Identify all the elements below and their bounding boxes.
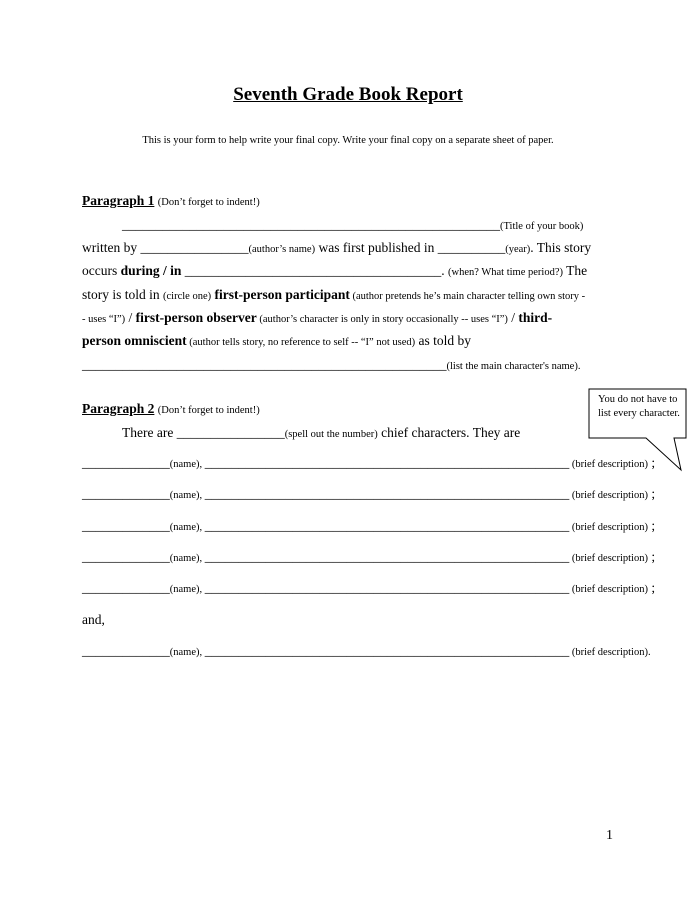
character-description-blank[interactable]: ______________________________________________________ xyxy=(204,518,570,533)
circle-one-hint: (circle one) xyxy=(163,291,212,302)
name-hint: (name), xyxy=(169,490,205,501)
paragraph-1-note: (Don’t forget to indent!) xyxy=(157,197,260,208)
row-end: ; xyxy=(647,455,656,470)
participant-hint: (author pretends he’s main character telling own story - xyxy=(349,291,586,302)
paragraph-2-note: (Don’t forget to indent!) xyxy=(157,405,260,416)
character-name-blank[interactable]: _____________ xyxy=(82,455,170,470)
character-row-last xyxy=(82,643,651,659)
name-hint: (name), xyxy=(169,553,205,564)
author-hint: (author’s name) xyxy=(248,244,316,255)
p1-text: was first published in xyxy=(315,240,438,255)
author-blank[interactable]: ________________ xyxy=(140,240,249,255)
character-row xyxy=(82,486,655,502)
time-hint: (when? What time period?) xyxy=(448,267,563,278)
paragraph-2-heading xyxy=(82,401,260,417)
character-row xyxy=(82,455,655,471)
description-hint: (brief description) xyxy=(569,553,648,564)
third-person-option[interactable]: third- xyxy=(518,310,553,325)
p2-text: There are xyxy=(122,425,177,440)
description-hint: (brief description) xyxy=(569,522,648,533)
character-description-blank[interactable]: ______________________________________________________ xyxy=(204,486,570,501)
year-blank[interactable]: __________ xyxy=(437,240,506,255)
p1-line-3 xyxy=(82,262,587,282)
character-name-blank[interactable]: _____________ xyxy=(82,549,170,564)
description-hint: (brief description) xyxy=(569,490,648,501)
name-hint: (name), xyxy=(169,647,205,658)
paragraph-2-title: Paragraph 2 xyxy=(82,401,155,416)
omniscient-hint: (author tells story, no reference to self -- “I” not used) xyxy=(186,337,416,348)
during-in-choice[interactable]: during / in xyxy=(120,263,182,278)
description-hint: (brief description). xyxy=(569,647,651,658)
p1-text: story is told in xyxy=(82,287,164,302)
p1-text: . xyxy=(577,361,581,372)
participant-hint-end: - uses “I”) xyxy=(82,314,126,325)
character-description-blank[interactable]: ______________________________________________________ xyxy=(204,549,570,564)
first-person-observer-option[interactable]: first-person observer xyxy=(135,310,257,325)
p1-text: written by xyxy=(82,240,141,255)
character-name-blank[interactable]: _____________ xyxy=(82,580,170,595)
year-hint: (year) xyxy=(505,244,531,255)
row-end: ; xyxy=(647,518,656,533)
name-hint: (name), xyxy=(169,584,205,595)
p1-text: The xyxy=(562,263,588,278)
page-title: Seventh Grade Book Report xyxy=(233,84,463,105)
character-description-blank[interactable]: ______________________________________________________ xyxy=(204,455,570,470)
paragraph-1-title: Paragraph 1 xyxy=(82,193,155,208)
character-row xyxy=(82,549,655,565)
p1-text: / xyxy=(507,310,519,325)
row-end: ; xyxy=(647,580,656,595)
p1-text: occurs xyxy=(82,263,121,278)
observer-hint: (author’s character is only in story occasionally -- uses “I”) xyxy=(256,314,508,325)
character-name-blank[interactable]: _____________ xyxy=(82,486,170,501)
first-person-participant-option[interactable]: first-person participant xyxy=(211,287,350,302)
p1-text: as told by xyxy=(415,333,471,348)
time-blank[interactable]: ______________________________________ xyxy=(181,263,442,278)
description-hint: (brief description) xyxy=(569,459,648,470)
count-hint: (spell out the number) xyxy=(284,429,378,440)
main-character-hint: (list the main character's name) xyxy=(446,361,578,372)
callout-text: You do not have to list every character. xyxy=(598,394,680,419)
p1-text: / xyxy=(125,310,136,325)
p1-line-5 xyxy=(82,309,552,329)
name-hint: (name), xyxy=(169,459,205,470)
name-hint: (name), xyxy=(169,522,205,533)
intro-text: This is your form to help write your final copy. Write your final copy on a separate sheet of paper. xyxy=(142,135,554,146)
title-blank[interactable]: ________________________________________________________ xyxy=(122,217,500,232)
p1-line-7 xyxy=(82,356,580,376)
and-text: and, xyxy=(82,612,105,627)
character-description-blank[interactable]: ______________________________________________________ xyxy=(204,580,570,595)
page-number: 1 xyxy=(606,828,613,843)
p1-line-6 xyxy=(82,332,471,352)
character-name-blank[interactable]: _____________ xyxy=(82,643,170,658)
p1-text: . This story xyxy=(530,240,592,255)
title-hint: (Title of your book) xyxy=(500,221,584,232)
p2-line-1 xyxy=(122,424,520,444)
character-description-blank[interactable]: ______________________________________________________ xyxy=(204,643,570,658)
main-character-blank[interactable]: ______________________________________________________ xyxy=(82,357,447,372)
row-end: ; xyxy=(647,486,656,501)
count-blank[interactable]: ________________ xyxy=(176,425,285,440)
description-hint: (brief description) xyxy=(569,584,648,595)
p1-line-4 xyxy=(82,286,585,306)
character-name-blank[interactable]: _____________ xyxy=(82,518,170,533)
p2-text: chief characters. They are xyxy=(377,425,521,440)
p1-line-2 xyxy=(82,239,591,259)
p1-line-1 xyxy=(122,216,583,236)
character-row xyxy=(82,518,655,534)
character-row xyxy=(82,580,655,596)
omniscient-option[interactable]: person omniscient xyxy=(82,333,187,348)
p1-text: . xyxy=(441,263,449,278)
row-end: ; xyxy=(647,549,656,564)
paragraph-1-heading xyxy=(82,193,260,209)
